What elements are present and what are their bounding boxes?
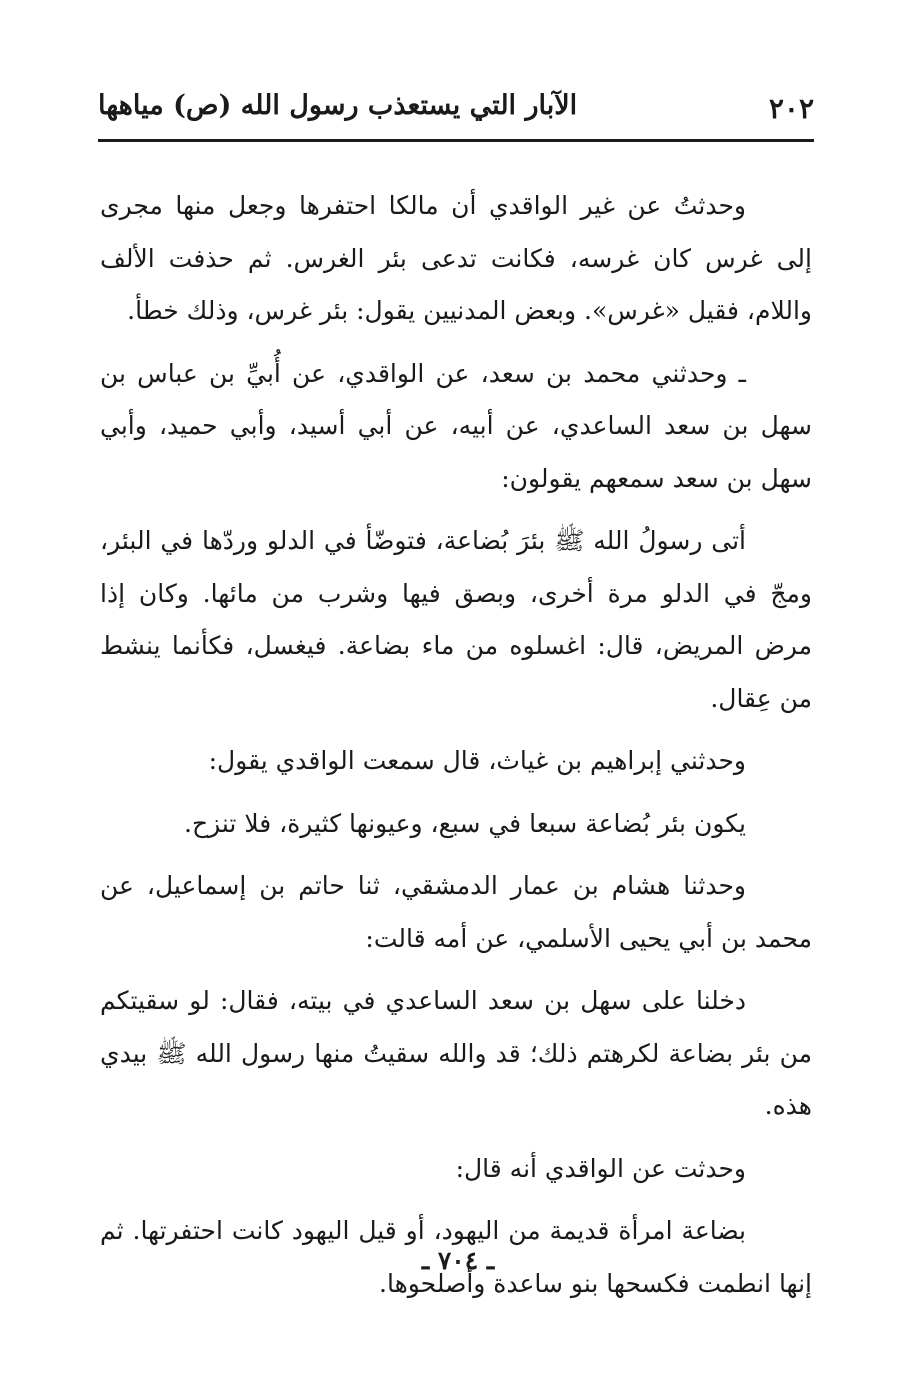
body-text (100, 180, 812, 1320)
running-title: الآبار التي يستعذب رسول الله (ص) مياهها (98, 90, 578, 121)
paragraph: وحدثت عن الواقدي أنه قال: (455, 1153, 746, 1183)
paragraph: بضاعة امرأة قديمة من اليهود، أو قيل اليهود كانت احتفرتها. ثم إنها انطمت فكسحها بنو ساعدة وأصلحوها. (100, 1216, 812, 1298)
paragraph: وحدثني إبراهيم بن غياث، قال سمعت الواقدي يقول: (208, 746, 746, 775)
footer-page-number: ـ ٧٠٤ ـ (421, 1246, 495, 1275)
paragraph: ـ وحدثني محمد بن سعد، عن الواقدي، عن أُبيِّ بن عباس بن سهل بن سعد الساعدي، عن أبيه، عن أبي أسيد، وأبي حميد، وأبي سهل بن سعد سمعهم يقولون: (100, 358, 812, 493)
page-number: ٢٠٢ (768, 92, 814, 125)
running-header (98, 82, 814, 132)
paragraph: وحدثتُ عن غير الواقدي أن مالكا احتفرها وجعل منها مجرى إلى غرس كان غرسه، فكانت تدعى بئر الغرس. ثم حذفت الألف واللام، فقيل «غرس». وبعض المدنيين يقول: بئر غرس، وذلك خطأ. (100, 191, 812, 325)
paragraph: أتى رسولُ الله ﷺ بئرَ بُضاعة، فتوضّأ في الدلو وردّها في البئر، ومجّ في الدلو مرة أخرى، وبصق فيها وشرب من مائها. وكان إذا مرض المريض، قال: اغسلوه من ماء بضاعة. فيغسل، فكأنما ينشط من عِقال. (100, 526, 812, 713)
paragraph: يكون بئر بُضاعة سبعا في سبع، وعيونها كثيرة، فلا تنزح. (184, 808, 746, 838)
paragraph: دخلنا على سهل بن سعد الساعدي في بيته، فقال: لو سقيتكم من بئر بضاعة لكرهتم ذلك؛ قد والله سقيتُ منها رسول الله ﷺ بيدي هذه. (100, 986, 812, 1120)
header-rule (98, 139, 814, 142)
paragraph: وحدثنا هشام بن عمار الدمشقي، ثنا حاتم بن إسماعيل، عن محمد بن أبي يحيى الأسلمي، عن أمه قالت: (100, 871, 812, 953)
